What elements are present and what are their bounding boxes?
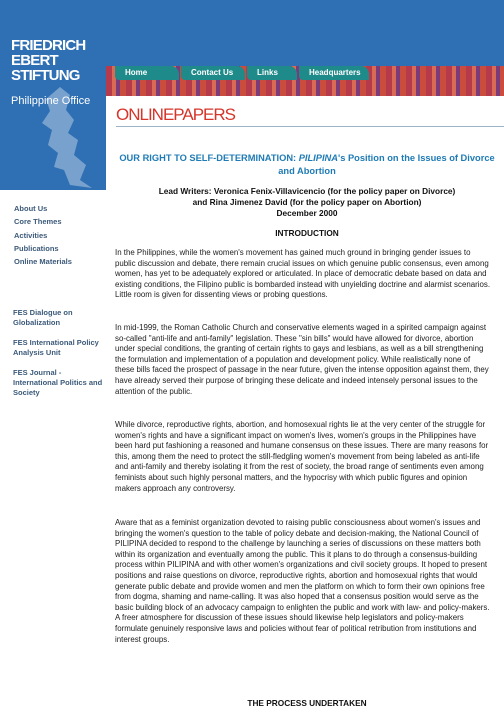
- section-title: [116, 105, 235, 125]
- article-authors: [110, 186, 504, 219]
- paragraph-3: While divorce, reproductive rights, abortion, and homosexual rights lie at the very center of the struggle for women's rights and have a significant impact on women's lives, women's groups in the Philippines have been hard put fashioning a reasoned and humane consensus on these issues. There are many reasons for this, among them the need to protect the still-fledgling women's movement from being labeled as anti-life and anti-family and thereby isolating it from the rest of society, the broad range of sentiments even among feminists about such highly personal matters, and the hypocrisy with which public figures and opinion makers approach any controversy.: [115, 420, 489, 493]
- brand-panel: [0, 0, 106, 190]
- sidebar-item-activities[interactable]: Activities: [14, 231, 48, 240]
- paragraph-2: In mid-1999, the Roman Catholic Church and conservative elements waged in a spirited campaign against so-called "anti-life and anti-family" legislation. These "sin bills" would have allowed for divorce, abortion under special conditions, the granting of certain rights to gays and lesbians, as well as a bill strengthening the formulation and implementation of a population and development policy. While realistically none of these bills faced the prospect of passage in the near future, given the intense opposition against them, they have already served their purpose of bringing these delicate and indeed intensely personal issues to the attention of the public.: [115, 323, 489, 396]
- process-heading: THE PROCESS UNDERTAKEN: [247, 698, 367, 708]
- nav-contact-us[interactable]: Contact Us: [181, 66, 245, 80]
- office-label: Philippine Office: [11, 95, 91, 107]
- fes-logo[interactable]: [11, 38, 85, 83]
- article-date: December 2000: [276, 208, 338, 218]
- title-post: 's Position on the Issues of Divorce and Abortion: [278, 153, 495, 176]
- section-title-part1: ONLINE: [116, 105, 174, 124]
- intro-heading: INTRODUCTION: [275, 228, 339, 238]
- header-banner: [106, 0, 504, 66]
- paragraph-4: Aware that as a feminist organization devoted to raising public consciousness about women's issues and bringing the women's question to the table of policy debate and decision-making, the National Council of PILIPINA decided to respond to the challenge by launching a series of discussions on these matters both within its organization and eventually among the public. This it plans to do through a consensus-building process within PILIPINA and with other women's organizations and civil society groups. It hoped to present positions and raise questions on divorce, reproductive rights, abortion and homosexual rights that would generate public debate and provide women and men the platform on which to form their own opinions free from dogma, shaming and name-calling. It was also hoped that a consensus position would serve as the basic building block of an advocacy campaign to enlighten the public and work with law- and policy-makers. A freer atmosphere for discussion of these issues should likewise help legislators and policy-makers formulate genuinely responsive laws and policies without fear of political retribution from institutions and interest groups.: [115, 518, 490, 644]
- nav-links[interactable]: Links: [247, 66, 297, 80]
- sidebar: [0, 190, 106, 713]
- link-fes-journal[interactable]: FES Journal - International Politics and Society: [13, 368, 103, 397]
- logo-line-2: EBERT: [11, 52, 58, 69]
- top-nav: [115, 66, 369, 80]
- paragraph-1: In the Philippines, while the women's movement has gained much ground in bringing gender issues to public discussion and debate, there remain crucial issues on which genuine public consensus, even among women, has yet to be adequately explored or articulated. In place of democratic debate based on data and existing conditions, the Filipino public is bombarded instead with unyielding doctrine and alarmist scenarios. Little room is given for dissenting views or probing questions.: [115, 248, 491, 300]
- nav-headquarters[interactable]: Headquarters: [299, 66, 369, 80]
- article-title: [110, 152, 504, 178]
- authors-line-2: and Rina Jimenez David (for the policy paper on Abortion): [192, 197, 422, 207]
- section-divider: [116, 126, 504, 127]
- logo-line-3: STIFTUNG: [11, 67, 80, 84]
- section-title-part2: PAPERS: [173, 105, 236, 124]
- link-fes-policy-analysis[interactable]: FES International Policy Analysis Unit: [13, 338, 99, 357]
- nav-home[interactable]: Home: [115, 66, 179, 80]
- title-pre: OUR RIGHT TO SELF-DETERMINATION:: [119, 153, 299, 163]
- authors-line-1: Lead Writers: Veronica Fenix-Villavicencio (for the policy paper on Divorce): [158, 186, 456, 196]
- link-fes-dialogue-globalization[interactable]: FES Dialogue on Globalization: [13, 308, 73, 327]
- sidebar-item-online-materials[interactable]: Online Materials: [14, 257, 72, 266]
- logo-line-1: FRIEDRICH: [11, 37, 86, 54]
- sidebar-item-publications[interactable]: Publications: [14, 244, 59, 253]
- title-em: PILIPINA: [298, 153, 338, 163]
- sidebar-item-about-us[interactable]: About Us: [14, 204, 48, 213]
- sidebar-item-core-themes[interactable]: Core Themes: [14, 217, 62, 226]
